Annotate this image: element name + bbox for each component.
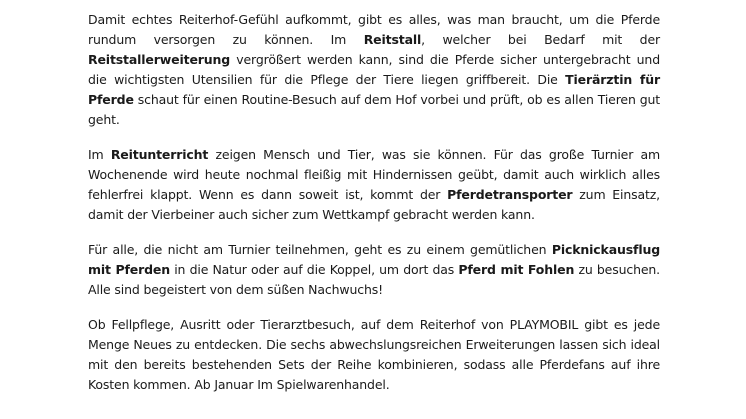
- bold-term-pferdetransporter: Pferdetransporter: [447, 187, 573, 202]
- text-run: zum Einsatz, damit der Vierbeiner auch sicher zum Wettkampf gebracht werden kann.: [88, 187, 661, 222]
- paragraph-stall: [88, 10, 660, 130]
- bold-term-reitstall: Reitstall: [363, 32, 422, 47]
- text-run: Ob Fellpflege, Ausritt oder Tierarztbesuch, auf dem Reiterhof von PLAYMOBIL gibt es jede Menge Neues zu entdecken. Die sechs abwechslungsreichen Erweiterungen lassen sich ideal mit den bereits bestehenden Sets der Reihe kombinieren, sodass alle Pferdefans auf ihre Kosten kommen. Ab Januar Im Spielwarenhandel.: [88, 317, 660, 392]
- paragraph-reitunterricht: [88, 145, 660, 225]
- text-run: zu besuchen. Alle sind begeistert von dem süßen Nachwuchs!: [88, 262, 660, 297]
- text-run: vergrößert werden kann, sind die Pferde sicher untergebracht und die wichtigsten Utensilien für die Pflege der Tiere liegen griffbereit. Die: [88, 52, 660, 87]
- text-run: Damit echtes Reiterhof-Gefühl aufkommt, gibt es alles, was man braucht, um die Pferde rundum versorgen zu können. Im: [88, 12, 660, 47]
- text-run: in die Natur oder auf die Koppel, um dort das: [169, 262, 459, 277]
- bold-term-reitunterricht: Reitunterricht: [110, 147, 209, 162]
- bold-term-picknickausflug: Picknickausflug mit Pferden: [88, 242, 660, 277]
- text-run: zeigen Mensch und Tier, was sie können. Für das große Turnier am Wochenende wird heute nochmal fleißig mit Hindernissen geübt, damit auch wirklich alles fehlerfrei klappt. Wenn es dann soweit ist, kommt der: [88, 147, 660, 202]
- document-body: [88, 10, 660, 410]
- text-run: Im: [88, 147, 111, 162]
- bold-term-reitstallerweiterung: Reitstallerweiterung: [88, 52, 231, 67]
- paragraph-summary: [88, 315, 660, 395]
- text-run: Für alle, die nicht am Turnier teilnehmen, geht es zu einem gemütlichen: [88, 242, 552, 257]
- bold-term-pferd-mit-fohlen: Pferd mit Fohlen: [458, 262, 575, 277]
- text-run: , welcher bei Bedarf mit der: [421, 32, 660, 47]
- bold-term-tieraerztin: Tierärztin für Pferde: [88, 72, 660, 107]
- paragraph-picknick: [88, 240, 660, 300]
- text-run: schaut für einen Routine-Besuch auf dem Hof vorbei und prüft, ob es allen Tieren gut geht.: [88, 92, 660, 127]
